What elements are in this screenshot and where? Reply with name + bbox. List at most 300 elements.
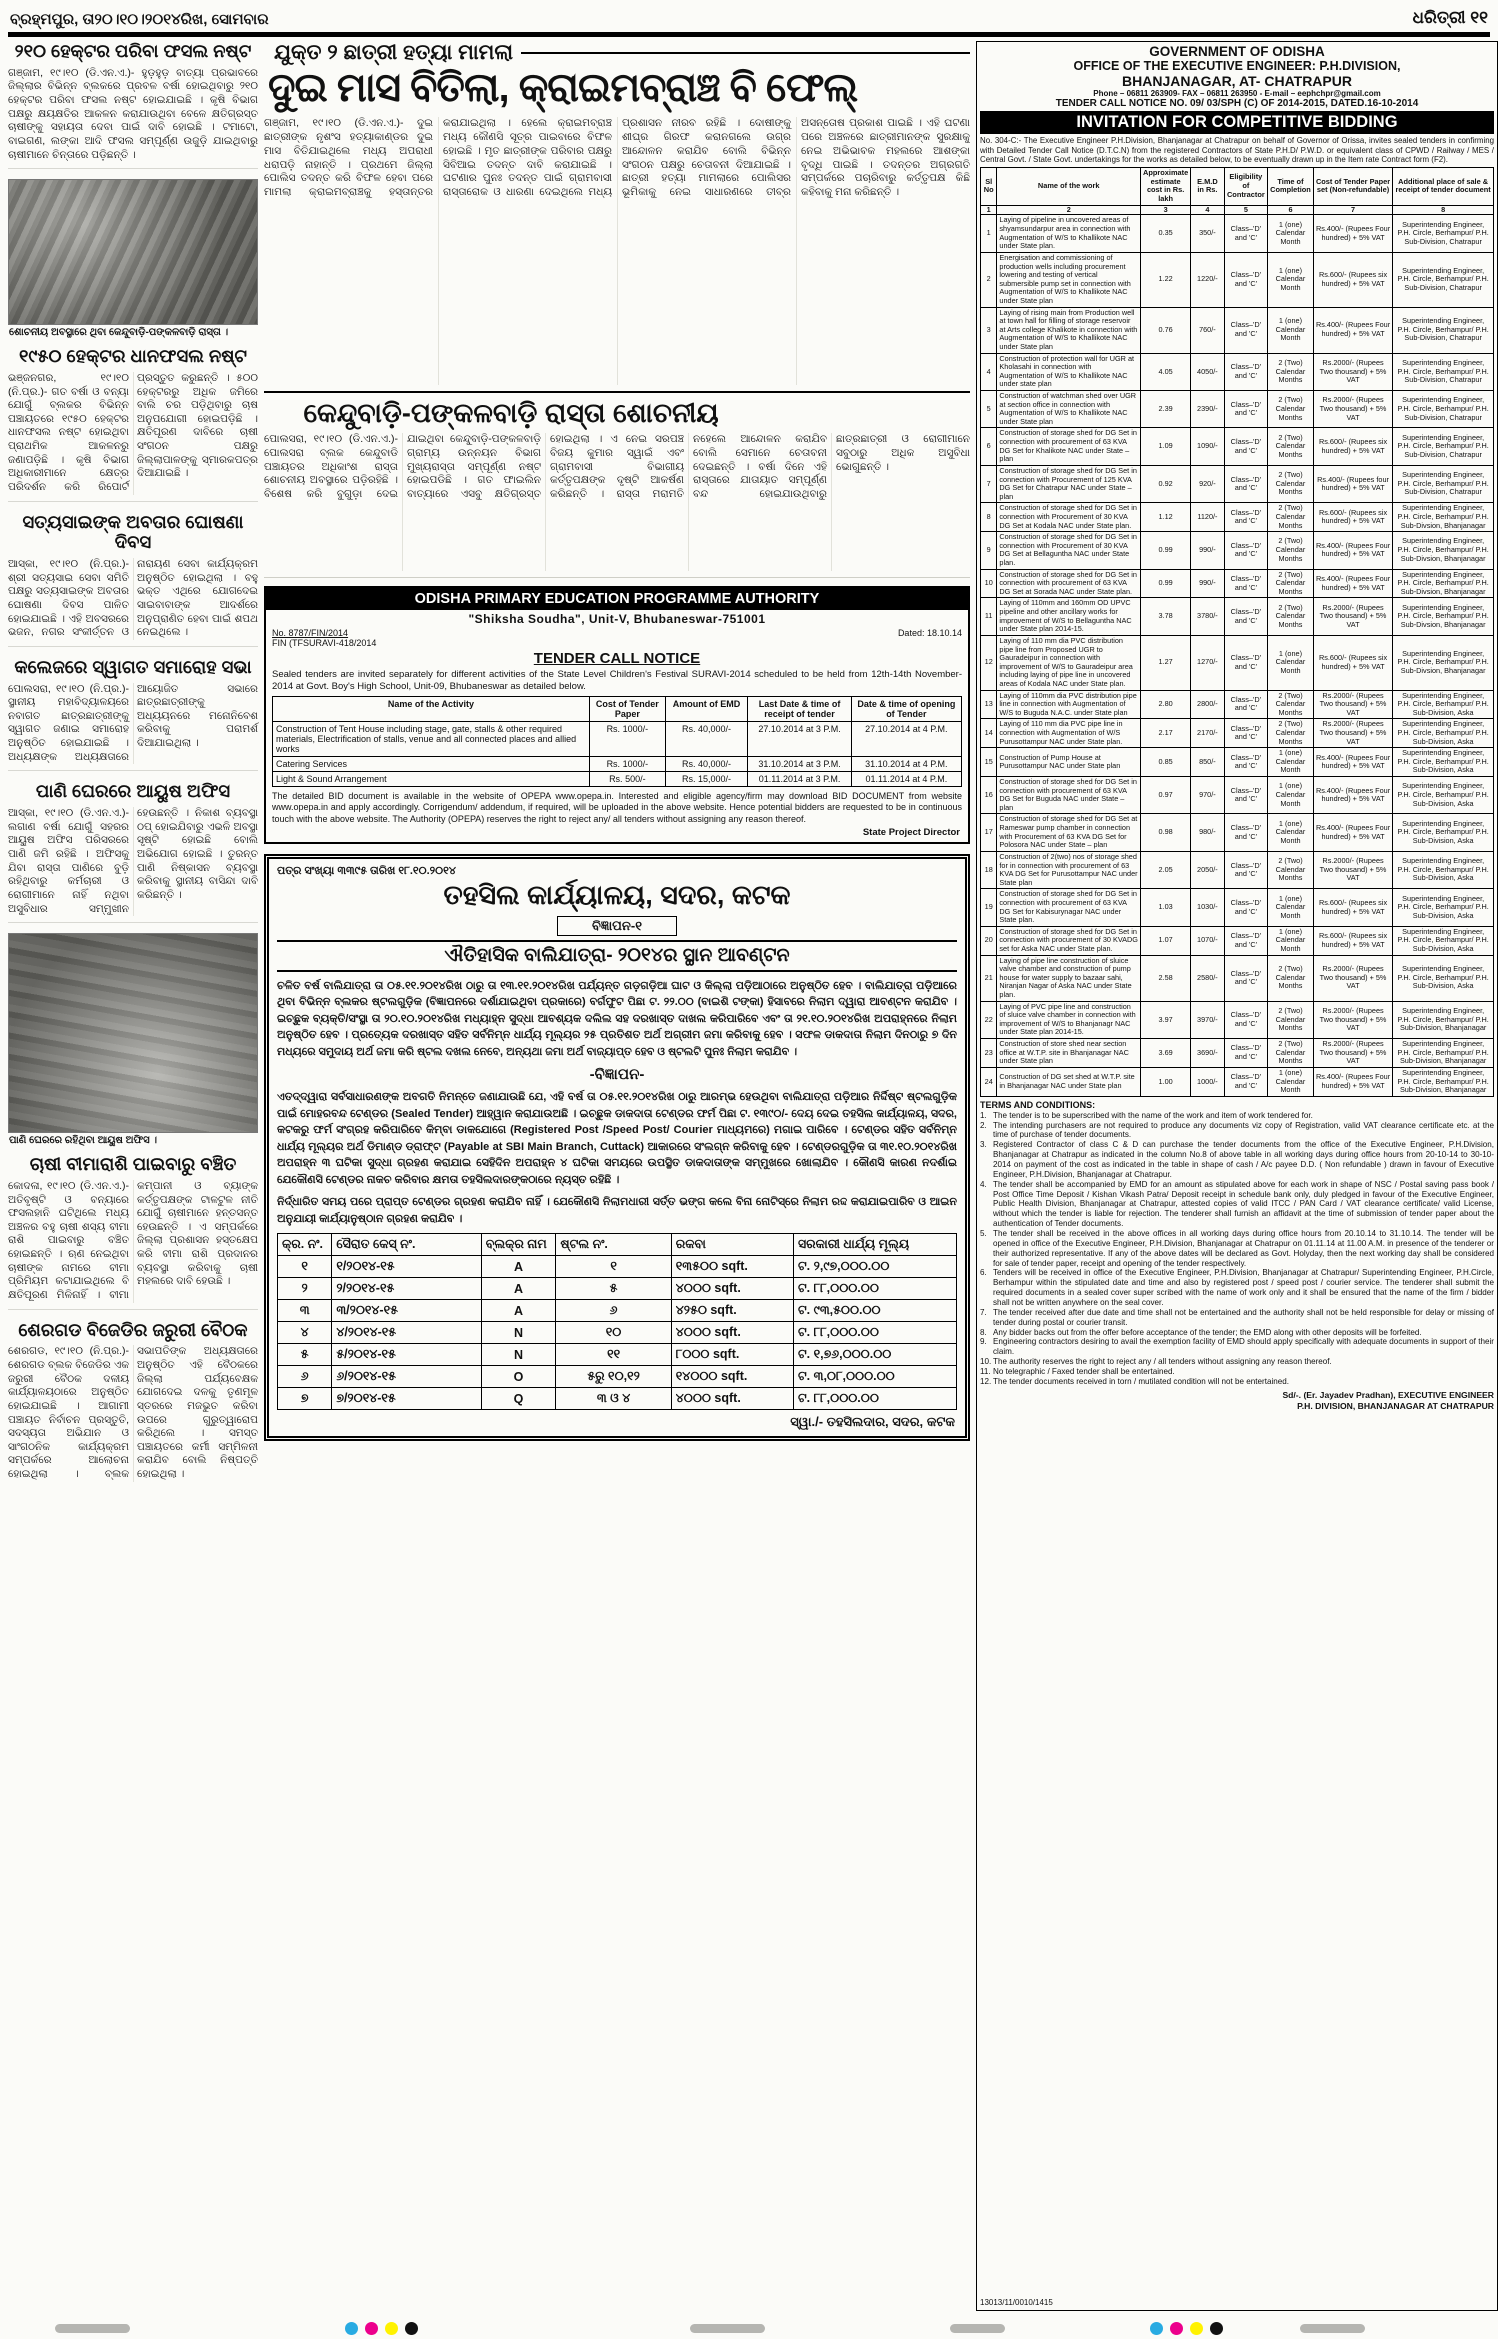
tahasil-paragraph-1: ଚଳିତ ବର୍ଷ ବାଲିଯାତ୍ରା ତା ୦୫.୧୧.୨୦୧୪ରିଖ ଠାରୁ ତା ୧୩.୧୧.୨୦୧୪ରିଖ ପର୍ଯ୍ୟନ୍ତ ଗଡ଼ଗଡ଼ିଆ ଘାଟ ଓ କିଲ୍ଲା ପଡ଼ିଆଠାରେ ଅନୁଷ୍ଠିତ ହେବ । ବାଲିଯାତ୍ରା ପଡ଼ିଆରେ ଥିବା ବିଭିନ୍ନ ବ୍ଲକର ଷ୍ଟଲଗୁଡ଼ିକ (ବିଜ୍ଞାପନରେ ଦର୍ଶାଯାଇଥିବା ପ୍ରକାରେ) ବର୍ଗଫୁଟ ପିଛା ଟ. ୨୨.୦୦ (ବାଇଶି ଟଙ୍କା) ହିସାବରେ ନିଲାମ ଦ୍ୱାରା ଆବଣ୍ଟନ କରାଯିବ । ଇଚ୍ଛୁକ ବ୍ୟକ୍ତି/ସଂସ୍ଥା ତା ୨୦.୧୦.୨୦୧୪ରିଖ ମଧ୍ୟାହ୍ନ ସୁଦ୍ଧା ଆବଶ୍ୟକ ଦଲିଲ ସହ ଦରଖାସ୍ତ ଦାଖଲ କରିପାରିବେ ଏବଂ ତା ୨୧.୧୦.୨୦୧୪ରିଖ ଅପରାହ୍ନରେ ନିଲାମ ଅନୁଷ୍ଠିତ ହେବ । ପ୍ରତ୍ୟେକ ଦରଖାସ୍ତ ସହିତ ସର୍ବନିମ୍ନ ଧାର୍ଯ୍ୟ ମୂଲ୍ୟର ୨୫ ପ୍ରତିଶତ ଅର୍ଥ ଅଗ୍ରୀମ ଜମା କରିବାକୁ ହେବ । ସଫଳ ଡାକଦାତା ନିଲାମ ଦିନଠାରୁ ୭ ଦିନ ମଧ୍ୟରେ ସମୁଦାୟ ଅର୍ଥ ଜମା କରି ଷ୍ଟଲ ଦଖଲ ନେବେ, ଅନ୍ୟଥା ଜମା ଅର୍ଥ ବାଜ୍ୟାପ୍ତ ହେବ ଓ ଷ୍ଟଲଟି ପୁନଃ ନିଲାମ କରାଯିବ । [277, 979, 957, 1058]
emd: 1070/- [1191, 926, 1224, 955]
magenta-registration-dot [365, 2322, 378, 2335]
masthead-rule [8, 32, 1490, 37]
work-sl-no: 7 [981, 465, 997, 502]
sale-place: Superintending Engineer, P.H. Circle, Berhampur/ P.H. Sub-Division, Chatrapur [1393, 307, 1494, 353]
work-name: Laying of 110 mm dia PVC pipe line in connection with Augmentation of W/S Purusottampur NAC under State plan. [997, 719, 1141, 748]
work-sl-no: 21 [981, 955, 997, 1001]
col-num: 8 [1393, 205, 1494, 215]
term-text: The tender shall be received in the above offices in all working days during office hours from 20.10.14 to 31.10.14. The tender will be opened in office of the Executive Engineer, P.H.Division, Bhanjanagar at Chatrapur on 01.11.14 at 11.00 A.M. in presence of the tenderer or their authorized representative. If any of the above dates will be declared as Govt. Holyday, then the next working day shall be considered for sale of tender paper, receipt and opening of the tender respectively. [993, 1229, 1494, 1268]
work-sl-no: 1 [981, 215, 997, 252]
col-num: 5 [1224, 205, 1268, 215]
sale-place: Superintending Engineer, P.H. Circle, Berhampur/ P.H. Sub-Divsion, Bhanjanagar [1393, 532, 1494, 569]
term-text: The intending purchasers are not required to produce any documents viz copy of Registration, valid VAT clearance certificate etc. at the time of purchase of tender documents. [993, 1120, 1494, 1140]
estimate-cost: 2.80 [1141, 690, 1191, 719]
area: ୧୪୦୦୦ sqft. [671, 1366, 793, 1388]
term-number: 12. [980, 1376, 992, 1386]
eligibility: Class–'D' and 'C' [1224, 926, 1268, 955]
opepa-activity-row [273, 772, 962, 787]
estimate-cost: 1.00 [1141, 1067, 1191, 1096]
emd: 3970/- [1191, 1001, 1224, 1038]
work-sl-no: 6 [981, 428, 997, 465]
opepa-ref-block [272, 628, 376, 648]
sale-place: Superintending Engineer, P.H. Circle, Berhampur/ P.H. Sub-Division, Aska [1393, 955, 1494, 1001]
activity-name: Construction of Tent House including stage, gate, stalls & other required materials, Electrification of stalls, venue and all connected places and allied works [273, 722, 590, 757]
article-murder-case [264, 41, 970, 393]
sale-place: Superintending Engineer, P.H. Circle, Berhampur/ P.H. Sub-Division, Aska [1393, 889, 1494, 926]
opepa-ref-number: No. 8787/FIN/2014 [272, 628, 349, 639]
work-name: Construction of storage shed for DG Set in connection with procurement of 63 KVA DG Set for Kabisurynagar NAC under State plan. [997, 889, 1141, 926]
column-header: Time of Completion [1268, 167, 1314, 205]
opepa-table [272, 696, 962, 787]
stall-no: ୫ [556, 1278, 671, 1300]
tender-paper-cost: Rs.400/- (Rupees Four hundred) + 5% VAT [1313, 748, 1393, 777]
term-number: 2. [980, 1120, 987, 1130]
eligibility: Class–'D' and 'C' [1224, 690, 1268, 719]
tender-colnum-row [981, 205, 1494, 215]
article-body: ଗଞ୍ଜାମ, ୧୯।୧୦ (ଡି.ଏନ.ଏ.)- ଦୁଇ ଛାତ୍ରୀଙ୍କ ନୃଶଂସ ହତ୍ୟାକାଣ୍ଡର ଦୁଇ ମାସ ବିତିଯାଇଥିଲେ ମଧ୍ୟ ଅପରାଧୀ ଧରାପଡ଼ି ନାହାନ୍ତି । ପ୍ରଥମେ ଜିଲ୍ଲା ପୋଲିସ ତଦନ୍ତ କରି ବିଫଳ ହେବା ପରେ ମାମଲା କ୍ରାଇମବ୍ରାଞ୍ଚକୁ ହସ୍ତାନ୍ତର କରାଯାଇଥିଲା । ହେଲେ କ୍ରାଇମବ୍ରାଞ୍ଚ ମଧ୍ୟ କୌଣସି ସୂତ୍ର ପାଇବାରେ ବିଫଳ ହୋଇଛି । ମୃତ ଛାତ୍ରୀଙ୍କ ପରିବାର ପକ୍ଷରୁ ସିବିଆଇ ତଦନ୍ତ ଦାବି କରାଯାଇଛି । ଘଟଣାର ପୁନଃ ତଦନ୍ତ ପାଇଁ ଗ୍ରାମବାସୀ ରାସ୍ତାରୋକ ଓ ଧାରଣା ଦେଇଥିଲେ ମଧ୍ୟ ପ୍ରଶାସନ ନୀରବ ରହିଛି । ଦୋଷୀଙ୍କୁ ଶୀଘ୍ର ଗିରଫ କରାନଗଲେ ଉଗ୍ର ଆନ୍ଦୋଳନ କରାଯିବ ବୋଲି ବିଭିନ୍ନ ସଂଗଠନ ପକ୍ଷରୁ ଚେତାବନୀ ଦିଆଯାଇଛି । ଛାତ୍ରୀ ହତ୍ୟା ମାମଲାରେ ପୋଲିସର ଭୂମିକାକୁ ନେଇ ସାଧାରଣରେ ତୀବ୍ର ଅସନ୍ତୋଷ ପ୍ରକାଶ ପାଇଛି । ଏହି ଘଟଣା ପରେ ଅଞ୍ଚଳରେ ଛାତ୍ରୀମାନଙ୍କ ସୁରକ୍ଷାକୁ ନେଇ ଅଭିଭାବକ ମହଲରେ ଆଶଙ୍କା ବୃଦ୍ଧି ପାଇଛି । ତଦନ୍ତର ଅଗ୍ରଗତି ସମ୍ପର୍କରେ ପଚାରିବାରୁ କର୍ତ୍ତୃପକ୍ଷ କିଛି କହିବାକୁ ମନା କରିଛନ୍ତି । [264, 117, 970, 199]
article-body: କୋଦଳା, ୧୯।୧୦ (ଡି.ଏନ.ଏ.)- ଅତିବୃଷ୍ଟି ଓ ବନ୍ୟାରେ ଫସଲହାନି ଘଟିଥିଲେ ମଧ୍ୟ ଅଞ୍ଚଳର ବହୁ ଚାଷୀ ଶସ୍ୟ ବୀମା ରାଶି ପାଇବାରୁ ବଞ୍ଚିତ ହୋଇଛନ୍ତି । ଋଣ ନେଇଥିବା ଚାଷୀଙ୍କ ନାମରେ ବୀମା ପ୍ରିମିୟମ କଟାଯାଇଥିଲେ ବି କ୍ଷତିପୂରଣ ମିଳିନାହିଁ । ବୀମା କମ୍ପାନୀ ଓ ବ୍ୟାଙ୍କ କର୍ତ୍ତୃପକ୍ଷଙ୍କ ଟାଳଟୁଳ ନୀତି ଯୋଗୁଁ ଚାଷୀମାନେ ହନ୍ତସନ୍ତ ହେଉଛନ୍ତି । ଏ ସମ୍ପର୍କରେ ଜିଲ୍ଲା ପ୍ରଶାସନ ହସ୍ତକ୍ଷେପ କରି ବୀମା ରାଶି ପ୍ରଦାନର ବ୍ୟବସ୍ଥା କରିବାକୁ ଚାଷୀ ମହଲରେ ଦାବି ହେଉଛି । [8, 1179, 258, 1301]
completion-time: 1 (one) Calendar Month [1268, 215, 1314, 252]
work-sl-no: 17 [981, 814, 997, 851]
article-satyasai [8, 512, 258, 647]
tender-paper-cost: Rs.400/- (Rupees Four hundred) + 5% VAT [1313, 307, 1393, 353]
emd-amount: Rs. 40,000/- [665, 757, 748, 772]
sale-place: Superintending Engineer, P.H. Circle, Berhampur/ P.H. Sub-Divsion, Bhanjanagar [1393, 569, 1494, 598]
tender-work-row [981, 532, 1494, 569]
completion-time: 2 (Two) Calendar Months [1268, 598, 1314, 635]
black-registration-dot [1210, 2322, 1223, 2335]
term-number: 10. [980, 1357, 992, 1367]
eligibility: Class–'D' and 'C' [1224, 719, 1268, 748]
completion-time: 1 (one) Calendar Month [1268, 889, 1314, 926]
tender-paper-cost: Rs.400/- (Rupees Four hundred) + 5% VAT [1313, 1067, 1393, 1096]
emd: 850/- [1191, 748, 1224, 777]
tender-work-row [981, 748, 1494, 777]
area: ୧୩୫୦୦ sqft. [671, 1256, 793, 1278]
col-num: 1 [981, 205, 997, 215]
govt-fixed-value: ଟ. ୩,୦୮,୦୦୦.୦୦ [794, 1366, 957, 1388]
column-header: ସୈରାତ କେସ୍ ନଂ. [332, 1234, 481, 1256]
col-num: 7 [1313, 205, 1393, 215]
eligibility: Class–'D' and 'C' [1224, 428, 1268, 465]
block-name: O [481, 1366, 556, 1388]
emd: 980/- [1191, 814, 1224, 851]
photo-flooded-office [8, 933, 258, 1146]
estimate-cost: 0.97 [1141, 777, 1191, 814]
sale-place: Superintending Engineer, P.H. Circle, Berhampur/ P.H. Sub-Division, Aska [1393, 814, 1494, 851]
block-name: A [481, 1300, 556, 1322]
work-sl-no: 9 [981, 532, 997, 569]
eligibility: Class–'D' and 'C' [1224, 598, 1268, 635]
term-text: The tender received after due date and time shall not be entertained and the authority shall not be held responsible for delay or missing of tender during postal or courier transit. [993, 1307, 1494, 1327]
signature-line-1: Sd/-. (Er. Jayadev Pradhan), EXECUTIVE ENGINEER [1282, 1389, 1494, 1400]
col-num: 2 [997, 205, 1141, 215]
main-headline: ଦୁଇ ମାସ ବିତିଲା, କ୍ରାଇମବ୍ରାଞ୍ଚ ବି ଫେଲ୍ [268, 66, 858, 110]
work-name: Laying of pipe line construction of sluice valve chamber and construction of pump house for water supply to bazaar sahi, Niranjan Nagar of Aska NAC under State plan. [997, 955, 1141, 1001]
tender-paper-cost: Rs.2000/- (Rupees Two thousand) + 5% VAT [1313, 598, 1393, 635]
work-sl-no: 8 [981, 503, 997, 532]
tender-paper-cost: Rs.600/- (Rupees six hundred) + 5% VAT [1313, 428, 1393, 465]
tender-paper-cost: Rs.400/- (Rupees Four hundred) + 5% VAT [1313, 569, 1393, 598]
office-photo [8, 933, 258, 1133]
eligibility: Class–'D' and 'C' [1224, 851, 1268, 888]
block-name: A [481, 1278, 556, 1300]
govt-title: GOVERNMENT OF ODISHA [1149, 44, 1325, 59]
tender-work-row [981, 215, 1494, 252]
column-header: ସରକାରୀ ଧାର୍ଯ୍ୟ ମୂଲ୍ୟ [794, 1234, 957, 1256]
article-body: ଶେରଗଡ, ୧୯।୧୦ (ନି.ପ୍ର.)- ଶେରଗଡ ବ୍ଲକ ବିଜେଡିର ଏକ ଜରୁରୀ ବୈଠକ ଦଳୀୟ କାର୍ଯ୍ୟାଳୟଠାରେ ଅନୁଷ୍ଠିତ ହୋଇଯାଇଛି । ଆଗାମୀ ପଞ୍ଚାୟତ ନିର୍ବାଚନ ପ୍ରସ୍ତୁତି, ସଦସ୍ୟତା ଅଭିଯାନ ଓ ସାଂଗଠନିକ କାର୍ଯ୍ୟକ୍ରମ ସମ୍ପର୍କରେ ଆଲୋଚନା ହୋଇଥିଲା । ବ୍ଲକ ସଭାପତିଙ୍କ ଅଧ୍ୟକ୍ଷତାରେ ଅନୁଷ୍ଠିତ ଏହି ବୈଠକରେ ଜିଲ୍ଲା ପର୍ଯ୍ୟବେକ୍ଷକ ଯୋଗଦେଇ ଦଳକୁ ତୃଣମୂଳ ସ୍ତରରେ ମଜଭୁତ କରିବା ଉପରେ ଗୁରୁତ୍ୱାରୋପ କରିଥିଲେ । ସମସ୍ତ ପଞ୍ଚାୟତରେ କର୍ମୀ ସମ୍ମିଳନୀ କରାଯିବ ବୋଲି ନିଷ୍ପତ୍ତି ହୋଇଥିଲା । [8, 1345, 258, 1481]
emd: 970/- [1191, 777, 1224, 814]
tender-paper-cost: Rs.400/- (Rupees Four hundred) + 5% VAT [1313, 777, 1393, 814]
tender-work-row [981, 569, 1494, 598]
estimate-cost: 0.76 [1141, 307, 1191, 353]
tahasildar-signature: ସ୍ୱା./- ତହସିଲଦାର, ସଦର, କଟକ [790, 1414, 955, 1430]
opepa-activity-row [273, 722, 962, 757]
work-sl-no: 3 [981, 307, 997, 353]
sale-place: Superintending Engineer, P.H. Circle, Berhampur/ P.H. Sub-Divsion, Bhanjanagar [1393, 503, 1494, 532]
work-sl-no: 20 [981, 926, 997, 955]
article-college-welcome [8, 657, 258, 772]
tender-work-row [981, 1001, 1494, 1038]
work-name: Laying of 110mm dia PVC distribution pipe line in connection with Augmentation of W/S to Buguda N.A.C. under State plan [997, 690, 1141, 719]
col-num: 3 [1141, 205, 1191, 215]
estimate-cost: 4.05 [1141, 353, 1191, 390]
sale-place: Superintending Engineer, P.H. Circle, Berhampur/ P.H. Sub-Division, Aska [1393, 748, 1494, 777]
work-sl-no: 18 [981, 851, 997, 888]
estimate-cost: 0.85 [1141, 748, 1191, 777]
emd: 2390/- [1191, 391, 1224, 428]
work-sl-no: 16 [981, 777, 997, 814]
opepa-date: Dated: 18.10.14 [897, 628, 962, 639]
eligibility: Class–'D' and 'C' [1224, 307, 1268, 353]
tender-paper-cost: Rs.2000/- (Rupees Two thousand) + 5% VAT [1313, 719, 1393, 748]
gray-registration-bar [1300, 2324, 1365, 2333]
completion-time: 1 (one) Calendar Month [1268, 307, 1314, 353]
work-sl-no: 19 [981, 889, 997, 926]
col-num: 4 [1191, 205, 1224, 215]
eligibility: Class–'D' and 'C' [1224, 1067, 1268, 1096]
govt-fixed-value: ଟ. ୨,୯୭,୦୦୦.୦୦ [794, 1256, 957, 1278]
completion-time: 2 (Two) Calendar Months [1268, 465, 1314, 502]
tender-work-row [981, 851, 1494, 888]
work-name: Construction of storage shed for DG Set in connection with procurement of 63 KVA DG Set at Sorada NAC under State plan. [997, 569, 1141, 598]
work-name: Construction of store shed near section office at W.T.P. site in Bhanjanagar NAC under State plan [997, 1039, 1141, 1068]
tender-paper-cost: Rs.600/- (Rupees six hundred) + 5% VAT [1313, 926, 1393, 955]
completion-time: 2 (Two) Calendar Months [1268, 569, 1314, 598]
tender-paper-cost: Rs.2000/- (Rupees Two thousand) + 5% VAT [1313, 1039, 1393, 1068]
eligibility: Class–'D' and 'C' [1224, 1001, 1268, 1038]
govt-fixed-value: ଟ. ୮୮,୦୦୦.୦୦ [794, 1388, 957, 1410]
emd: 760/- [1191, 307, 1224, 353]
block-name: N [481, 1344, 556, 1366]
column-header: Additional place of sale & receipt of tender document [1393, 167, 1494, 205]
work-name: Construction of storage shed for DG Set at Rameswar pump chamber in connection with Procurement of 63 KVA DG Set for Polosora NAC under State – plan [997, 814, 1141, 851]
tender-paper-cost: Rs.2000/- (Rupees Two thousand) + 5% VAT [1313, 391, 1393, 428]
serial-no: ୭ [278, 1388, 332, 1410]
completion-time: 2 (Two) Calendar Months [1268, 353, 1314, 390]
work-name: Construction of storage shed for DG Set in connection with procurement of 63 KVA DG Set for Khalikote NAC under State – plan [997, 428, 1141, 465]
emd: 920/- [1191, 465, 1224, 502]
term-item [980, 1337, 1494, 1357]
tahasil-paragraph-2: ଏତଦ୍‌ଦ୍ୱାରା ସର୍ବସାଧାରଣଙ୍କ ଅବଗତି ନିମନ୍ତେ ଜଣାଯାଉଛି ଯେ, ଏହି ବର୍ଷ ତା ୦୫.୧୧.୨୦୧୪ରିଖ ଠାରୁ ଆରମ୍ଭ ହେଉଥିବା ବାଲିଯାତ୍ରା ପଡ଼ିଆର ନିର୍ଦ୍ଦିଷ୍ଟ ଷ୍ଟଲଗୁଡ଼ିକ ପାଇଁ ମୋହରବନ୍ଦ ଟେଣ୍ଡର (Sealed Tender) ଆହ୍ୱାନ କରାଯାଉଅଛି । ଇଚ୍ଛୁକ ଡାକଦାତା ଟେଣ୍ଡର ଫର୍ମ ପିଛା ଟ. ୧୩୯୦/- ଦେୟ ଦେଇ ତହସିଲ କାର୍ଯ୍ୟାଳୟ, ସଦର, କଟକରୁ ଫର୍ମ ସଂଗ୍ରହ କରିପାରିବେ କିମ୍ବା ଡାକଯୋଗେ (Registered Post /Speed Post/ Courier ମାଧ୍ୟମରେ) ମଗାଇ ପାରିବେ । ଟେଣ୍ଡର ସହିତ ସର୍ବନିମ୍ନ ଧାର୍ଯ୍ୟ ମୂଲ୍ୟର ଅର୍ଥ ଡିମାଣ୍ଡ ଡ୍ରାଫ୍ଟ (Payable at SBI Main Branch, Cuttack) ଆକାରରେ ସଂଲଗ୍ନ କରିବାକୁ ହେବ । ଟେଣ୍ଡରଗୁଡ଼ିକ ତା ୩୧.୧୦.୨୦୧୪ରିଖ ଅପରାହ୍ନ ୩ ଘଟିକା ସୁଦ୍ଧା ଗ୍ରହଣ କରାଯାଇ ସେହିଦିନ ଅପରାହ୍ନ ୪ ଘଟିକା ସମୟରେ ଉପସ୍ଥିତ ଡାକଦାତାଙ୍କ ସମ୍ମୁଖରେ ଖୋଲାଯିବ । କୌଣସି କାରଣ ନଦର୍ଶାଇ ଯେକୌଣସି ଟେଣ୍ଡର ନାକଚ କରିବାର କ୍ଷମତା ତହସିଲଦାରଙ୍କଠାରେ ନ୍ୟସ୍ତ ରହିଛି । [277, 1091, 957, 1186]
opening-datetime: 01.11.2014 at 4 P.M. [851, 772, 961, 787]
estimate-cost: 1.27 [1141, 635, 1191, 690]
work-sl-no: 24 [981, 1067, 997, 1096]
opepa-notice-title: TENDER CALL NOTICE [533, 650, 701, 668]
opening-datetime: 27.10.2014 at 4 P.M. [851, 722, 961, 757]
article-crop-loss [8, 41, 258, 169]
tender-paper-cost: Rs.2000/- (Rupees Two thousand) + 5% VAT [1313, 690, 1393, 719]
work-name: Construction of storage shed for DG Set in connection with Procurement of 30 KVA DG Set at Kodala NAC under State plan. [997, 503, 1141, 532]
tender-paper-cost: Rs.600/- (Rupees six hundred) + 5% VAT [1313, 635, 1393, 690]
tender-work-row [981, 926, 1494, 955]
opepa-header-row [273, 697, 962, 722]
tender-intro: No. 304-C:- The Executive Engineer P.H.Division, Bhanjanagar at Chatrapur on behalf of Governor of Orissa, invites sealed tenders in confirming with Detailed Tender Call Notice (D.T.C.N) from the registered Contractors of State P.H.D/ P.W.D. or equivalent class of CPWD / Railway / MES / Central Govt. / State Govt. undertakings for the works as detailed below, to be eventually drawn up in the Item rate Contract form (F2). [980, 136, 1494, 165]
column-header: Amount of EMD [665, 697, 748, 722]
estimate-cost: 2.58 [1141, 955, 1191, 1001]
work-sl-no: 14 [981, 719, 997, 748]
term-number: 6. [980, 1268, 987, 1278]
term-item [980, 1229, 1494, 1268]
term-item [980, 1111, 1494, 1121]
tender-work-row [981, 503, 1494, 532]
article-farmer-insurance [8, 1154, 258, 1309]
sale-place: Superintending Engineer, P.H. Circle, Berhampur/ P.H. Sub-Division, Aska [1393, 690, 1494, 719]
column-header: Name of the work [997, 167, 1141, 205]
term-text: The tender documents received in torn / mutilated condition will not be entertained. [993, 1376, 1290, 1386]
last-receipt-datetime: 27.10.2014 at 3 P.M. [748, 722, 851, 757]
emd: 1270/- [1191, 635, 1224, 690]
article-headline: ଶେରଗଡ ବିଜେଡିର ଜରୁରୀ ବୈଠକ [18, 1319, 248, 1340]
brand-page-number: ଧରିତ୍ରୀ ୧୧ [1412, 8, 1488, 27]
yellow-registration-dot [385, 2322, 398, 2335]
tender-work-row [981, 353, 1494, 390]
article-headline: ୧୯୫୦ ହେକ୍ଟର ଧାନଫସଲ ନଷ୍ଟ [18, 346, 248, 367]
yellow-registration-dot [1190, 2322, 1203, 2335]
article-bjd-meeting [8, 1320, 258, 1488]
edition-date: ବ୍ରହ୍ମପୁର, ତା୨୦।୧୦।୨୦୧୪ରିଖ, ସୋମବାର [10, 11, 269, 28]
tahasil-paragraph-3: ନିର୍ଦ୍ଧାରିତ ସମୟ ପରେ ପ୍ରାପ୍ତ ଟେଣ୍ଡର ଗ୍ରହଣ କରାଯିବ ନାହିଁ । ଯେକୌଣସି ନିଲାମଧାରୀ ସର୍ତ୍ତ ଭଙ୍ଗ କଲେ ବିନା ନୋଟିସ୍‌ରେ ନିଲାମ ରଦ୍ଦ କରାଯାଇପାରିବ ଓ ଆଇନ ଅନୁଯାୟୀ କାର୍ଯ୍ୟାନୁଷ୍ଠାନ ଗ୍ରହଣ କରାଯିବ । [277, 1196, 957, 1225]
sale-place: Superintending Engineer, P.H. Circle, Berhampur/ P.H. Sub-Division, Chatrapur [1393, 353, 1494, 390]
activity-name: Light & Sound Arrangement [273, 772, 590, 787]
area: ୪୦୦୦ sqft. [671, 1278, 793, 1300]
eligibility: Class–'D' and 'C' [1224, 748, 1268, 777]
black-registration-dot [405, 2322, 418, 2335]
tender-paper-cost: Rs.400/- (Rupees Four hundred) + 5% VAT [1313, 532, 1393, 569]
emd: 990/- [1191, 569, 1224, 598]
block-name: N [481, 1322, 556, 1344]
term-text: Registered Contractor of class C & D can purchase the tender documents from the office of the Executive Engineer, P.H.Division, Bhanjanagar at Chatrapur as indicated in the column No.8 of above table in all working days during office hours from 20-10-14 to 30-10-2014 on payment of the cost as indicated in the table in shape of cash / A/c payee D.D. ( Non refundable ) drawn in favour of Executive Engineer, P.H.Division, Bhanjanagar at Chatrapur. [993, 1140, 1494, 1179]
column-header: Last Date & time of receipt of tender [748, 697, 851, 722]
completion-time: 2 (Two) Calendar Months [1268, 391, 1314, 428]
last-receipt-datetime: 31.10.2014 at 3 P.M. [748, 757, 851, 772]
tender-paper-cost: Rs.600/- (Rupees six hundred) + 5% VAT [1313, 252, 1393, 307]
article-headline: ଚାଷୀ ବୀମାରାଶି ପାଇବାରୁ ବଞ୍ଚିତ [29, 1154, 237, 1175]
work-sl-no: 23 [981, 1039, 997, 1068]
signature-line-2: P.H. DIVISION, BHANJANAGAR AT CHATRAPUR [1297, 1400, 1494, 1411]
sale-place: Superintending Engineer, P.H. Circle, Berhampur/ P.H. Sub-Division, Aska [1393, 777, 1494, 814]
emd: 1090/- [1191, 428, 1224, 465]
serial-no: ୪ [278, 1322, 332, 1344]
last-receipt-datetime: 01.11.2014 at 3 P.M. [748, 772, 851, 787]
tender-work-row [981, 307, 1494, 353]
eligibility: Class–'D' and 'C' [1224, 353, 1268, 390]
tender-work-row [981, 1039, 1494, 1068]
eligibility: Class–'D' and 'C' [1224, 532, 1268, 569]
stall-no: ୧ [556, 1256, 671, 1278]
block-name: Q [481, 1388, 556, 1410]
emd: 2170/- [1191, 719, 1224, 748]
estimate-cost: 0.99 [1141, 569, 1191, 598]
press-code: 13013/11/0010/1415 [980, 2298, 1053, 2307]
middle-column [264, 41, 970, 2311]
work-sl-no: 5 [981, 391, 997, 428]
term-number: 4. [980, 1179, 987, 1189]
estimate-cost: 2.05 [1141, 851, 1191, 888]
tahasil-stall-table [277, 1233, 957, 1410]
advertisement-2-label: -ବିଜ୍ଞାପନ- [589, 1066, 645, 1084]
estimate-cost: 2.17 [1141, 719, 1191, 748]
emd: 3690/- [1191, 1039, 1224, 1068]
work-sl-no: 10 [981, 569, 997, 598]
notice-number-line: TENDER CALL NOTICE NO. 09/ 03/SPH (C) OF 2014-2015, DATED.16-10-2014 [1055, 98, 1419, 109]
balijatra-section-title: ଐତିହାସିକ ବାଲିଯାତ୍ରା- ୨୦୧୪ର ସ୍ଥାନ ଆବଣ୍ଟନ [277, 940, 957, 972]
term-number: 9. [980, 1337, 987, 1347]
magenta-registration-dot [1170, 2322, 1183, 2335]
estimate-cost: 1.12 [1141, 503, 1191, 532]
photo-caption: ଶୋଚନୀୟ ଅବସ୍ଥାରେ ଥିବା କେନ୍ଦୁବାଡ଼ି-ପଙ୍କଳବାଡ଼ି ରାସ୍ତା । [9, 327, 229, 339]
office-location: BHANJANAGAR, AT- CHATRAPUR [1122, 73, 1352, 89]
emd: 2050/- [1191, 851, 1224, 888]
work-name: Laying of 110mm and 160mm OD UPVC pipeline and other ancillary works for improvement of W/S to Bellaguntha NAC under State plan 2014-15. [997, 598, 1141, 635]
contact-line: Phone – 06811 263909- FAX – 06811 263950 - E-mail – eephchpr@gmail.com [1093, 89, 1381, 98]
emd: 1120/- [1191, 503, 1224, 532]
eligibility: Class–'D' and 'C' [1224, 814, 1268, 851]
estimate-cost: 3.97 [1141, 1001, 1191, 1038]
tender-work-row [981, 690, 1494, 719]
tender-paper-cost: Rs.2000/- (Rupees Two thousand) + 5% VAT [1313, 1001, 1393, 1038]
tender-work-row [981, 955, 1494, 1001]
sale-place: Superintending Engineer, P.H. Circle, Berhampur/ P.H. Sub-Division, Bhanjanagar [1393, 1039, 1494, 1068]
eligibility: Class–'D' and 'C' [1224, 777, 1268, 814]
tender-work-row [981, 889, 1494, 926]
cyan-registration-dot [1150, 2322, 1163, 2335]
tender-paper-cost: Rs. 1000/- [589, 757, 665, 772]
stall-row [278, 1388, 957, 1410]
estimate-cost: 3.78 [1141, 598, 1191, 635]
emd: 1000/- [1191, 1067, 1224, 1096]
completion-time: 2 (Two) Calendar Months [1268, 503, 1314, 532]
work-name: Construction of DG set shed at W.T.P. site in Bhanjanagar NAC under State plan [997, 1067, 1141, 1096]
emd: 2580/- [1191, 955, 1224, 1001]
work-name: Energisation and commissioning of production wells including procurement lowering and testing of vertical submersible pump set in connection with Augmentation of W/S to Khallikote NAC under State plan [997, 252, 1141, 307]
column-header: Eligibility of Contractor [1224, 167, 1268, 205]
term-text: The authority reserves the right to reject any / all tenders without assigning any reason thereof. [993, 1357, 1332, 1367]
estimate-cost: 1.03 [1141, 889, 1191, 926]
estimate-cost: 1.07 [1141, 926, 1191, 955]
sairat-case-no: ୪/୨୦୧୪-୧୫ [332, 1322, 481, 1344]
stall-row [278, 1344, 957, 1366]
sale-place: Superintending Engineer, P.H. Circle, Berhampur/ P.H. Sub-Division, Aska [1393, 851, 1494, 888]
work-name: Construction of protection wall for UGR at Kholasahi in connection with Augmentation of W/S to Khallikote NAC under state plan [997, 353, 1141, 390]
work-name: Construction of storage shed for DG Set in connection with Procurement of 30 KVA DG Set at Bellaguntha NAC under State plan. [997, 532, 1141, 569]
work-sl-no: 4 [981, 353, 997, 390]
eligibility: Class–'D' and 'C' [1224, 1039, 1268, 1068]
article-body: ପୋଲସରା, ୧୯।୧୦ (ଡି.ଏନ.ଏ.)- ପୋଲସରା ବ୍ଲକ କେନ୍ଦୁବାଡି ପଞ୍ଚାୟତର ଅଧିକାଂଶ ରାସ୍ତା ଶୋଚନୀୟ ଅବସ୍ଥାରେ ପଡ଼ିରହିଛି । ବିଶେଷ କରି ବୁଗୁଡ଼ା ଦେଇ ଯାଇଥିବା କେନ୍ଦୁବାଡ଼ି-ପଙ୍କଳବାଡ଼ି ଗ୍ରାମ୍ୟ ଉନ୍ନୟନ ବିଭାଗ ମୁଖ୍ୟରାସ୍ତା ସମ୍ପୂର୍ଣ୍ଣ ନଷ୍ଟ ହୋଇପଡିଛି । ଗତ ଫାଇଲିନ ବାତ୍ୟାରେ ଏସବୁ କ୍ଷତିଗ୍ରସ୍ତ ହୋଇଥିଲା । ଏ ନେଇ ସରପଞ୍ଚ ବିଜୟ କୁମାର ସ୍ୱାଇଁ ଏବଂ ଗ୍ରାମବାସୀ ବିଭାଗୀୟ କର୍ତ୍ତୃପକ୍ଷଙ୍କ ଦୃଷ୍ଟି ଆକର୍ଷଣ କରିଛନ୍ତି । ରାସ୍ତା ମରାମତି ନହେଲେ ଆନ୍ଦୋଳନ କରାଯିବ ବୋଲି ସେମାନେ ଚେତାବନୀ ଦେଇଛନ୍ତି । ବର୍ଷା ଦିନେ ଏହି ରାସ୍ତାରେ ଯାତାୟାତ ସମ୍ପୂର୍ଣ୍ଣ ବନ୍ଦ ହୋଇଯାଉଥିବାରୁ ଛାତ୍ରଛାତ୍ରୀ ଓ ରୋଗୀମାନେ ସବୁଠାରୁ ଅଧିକ ଅସୁବିଧା ଭୋଗୁଛନ୍ତି । [264, 433, 970, 500]
emd: 2800/- [1191, 690, 1224, 719]
govt-tender-column [976, 41, 1498, 2311]
activity-name: Catering Services [273, 757, 590, 772]
opepa-footer-note: The detailed BID document is available in the website of OPEPA www.opepa.in. Interested and eligible agency/firm may download BID DOCUMENT from website www.opepa.in and apply accordingly. Corrigendum/ addendum, if required, will be uploaded in the above website. Hence potential bidders are requested to be in continuous touch with the above website. The Authority (OPEPA) reserves the right to reject any/ all tenders without assigning any reason thereof. [272, 791, 962, 824]
work-name: Construction of 2(two) nos of storage shed for in connection with procurement of 63 KVA DG Set for Purusottampur NAC under State plan [997, 851, 1141, 888]
office-title: OFFICE OF THE EXECUTIVE ENGINEER: P.H.DIVISION, [1073, 59, 1401, 73]
term-item [980, 1268, 1494, 1307]
sairat-case-no: ୩/୨୦୧୪-୧୫ [332, 1300, 481, 1322]
work-name: Construction of storage shed for DG Set in connection with Procurement of 125 KVA DG Set for Chatrapur NAC under State – plan [997, 465, 1141, 502]
term-text: Engineering contractors desiring to avail the exemption facility of EMD should apply specifically with adequate documents in support of their claim. [993, 1337, 1494, 1357]
tender-paper-cost: Rs.400/- (Rupees Four hundred) + 5% VAT [1313, 215, 1393, 252]
term-number: 8. [980, 1327, 987, 1337]
term-item [980, 1377, 1494, 1387]
area: ୮୦୦୦ sqft. [671, 1344, 793, 1366]
completion-time: 1 (one) Calendar Month [1268, 252, 1314, 307]
estimate-cost: 0.92 [1141, 465, 1191, 502]
tender-work-row [981, 814, 1494, 851]
executive-engineer-signature [980, 1390, 1494, 1411]
work-name: Construction of watchman shed over UGR at section office in connection with Augmentation of W/S to Khallikote NAC under State plan [997, 391, 1141, 428]
column-header: କ୍ର. ନଂ. [278, 1234, 332, 1256]
tahasil-letter-ref: ପତ୍ର ସଂଖ୍ୟା ୩୩୯୫ ତାରିଖ ୧୮.୧୦.୨୦୧୪ [277, 864, 456, 877]
estimate-cost: 2.39 [1141, 391, 1191, 428]
completion-time: 1 (one) Calendar Month [1268, 1067, 1314, 1096]
tender-paper-cost: Rs.2000/- (Rupees Two thousand) + 5% VAT [1313, 955, 1393, 1001]
work-sl-no: 15 [981, 748, 997, 777]
column-header: Name of the Activity [273, 697, 590, 722]
tahasil-header-row [278, 1234, 957, 1256]
emd: 990/- [1191, 532, 1224, 569]
estimate-cost: 0.99 [1141, 532, 1191, 569]
tender-paper-cost: Rs.2000/- (Rupees Two thousand) + 5% VAT [1313, 353, 1393, 390]
serial-no: ୬ [278, 1366, 332, 1388]
column-header: Sl No [981, 167, 997, 205]
stall-no: ୩ ଓ ୪ [556, 1388, 671, 1410]
tender-paper-cost: Rs.400/- (Rupees four hundred) + 5% VAT [1313, 465, 1393, 502]
opepa-ref-number-2: FIN (TFSURAVI-418/2014 [272, 638, 377, 649]
invitation-banner: INVITATION FOR COMPETITIVE BIDDING [980, 111, 1494, 134]
term-text: No telegraphic / Faxed tender shall be entertained. [993, 1367, 1175, 1377]
govt-fixed-value: ଟ. ୧,୭୬,୦୦୦.୦୦ [794, 1344, 957, 1366]
work-name: Laying of pipeline in uncovered areas of shyamsundarpur area in connection with Augmentation of W/S to Khallikote NAC under State plan. [997, 215, 1141, 252]
term-text: Tenders will be received in office of the Executive Engineer, P.H.Division, Bhanjanagar at Chatrapur/ Superintending Engineer, P.H.Circle, Berhampur within the stipulated date and time and also by registered post / speed post / courier service. The tenderer shall submit the required documents in a sealed cover super scribed with the name of work only and it shall be ensured that the name of the firm / bidder shall not be written anywhere on the seal cover. [993, 1268, 1494, 1308]
emd-amount: Rs. 40,000/- [665, 722, 748, 757]
serial-no: ୨ [278, 1278, 332, 1300]
sairat-case-no: ୭/୨୦୧୪-୧୫ [332, 1388, 481, 1410]
col-num: 6 [1268, 205, 1314, 215]
term-item [980, 1328, 1494, 1338]
tender-work-row [981, 391, 1494, 428]
stall-no: ୧୦ [556, 1322, 671, 1344]
term-item [980, 1180, 1494, 1229]
term-item [980, 1140, 1494, 1179]
eligibility: Class–'D' and 'C' [1224, 569, 1268, 598]
completion-time: 2 (Two) Calendar Months [1268, 690, 1314, 719]
completion-time: 1 (one) Calendar Month [1268, 777, 1314, 814]
cyan-registration-dot [345, 2322, 358, 2335]
sale-place: Superintending Engineer, P.H. Circle, Berhampur/ P.H. Sub-Division, Chatrapur [1393, 215, 1494, 252]
eligibility: Class–'D' and 'C' [1224, 215, 1268, 252]
sale-place: Superintending Engineer, P.H. Circle, Berhampur/ P.H. Sub-Division, Chatrapur [1393, 465, 1494, 502]
term-number: 11. [980, 1367, 991, 1377]
